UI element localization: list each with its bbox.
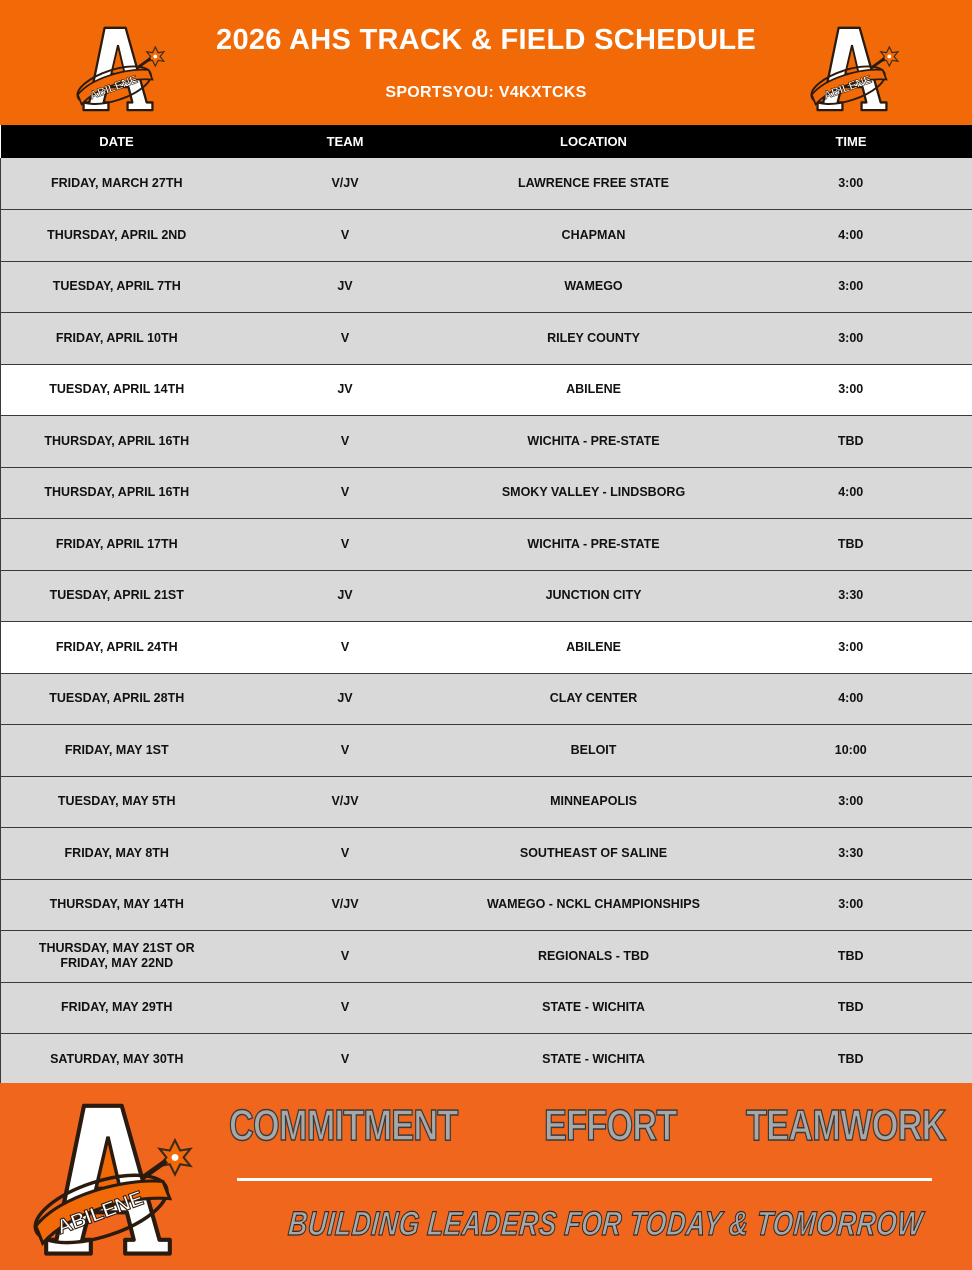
table-row [1,364,972,416]
cell-time: 3:00 [730,879,972,931]
cell-team: V [233,210,458,262]
cell-team: V [233,931,458,983]
cell-team: V [233,725,458,777]
cell-team: JV [233,673,458,725]
cell-location: JUNCTION CITY [458,570,730,622]
cell-location: STATE - WICHITA [458,982,730,1034]
cell-location: ABILENE [458,622,730,674]
cell-time: 4:00 [730,467,972,519]
cell-time: 3:00 [730,776,972,828]
cell-team: V/JV [233,776,458,828]
cell-location: WAMEGO - NCKL CHAMPIONSHIPS [458,879,730,931]
cell-time: 3:00 [730,364,972,416]
cell-date: THURSDAY, APRIL 16TH [1,467,233,519]
cell-date: TUESDAY, APRIL 21ST [1,570,233,622]
table-row [1,570,972,622]
cell-time: 3:30 [730,828,972,880]
sportsyou-code: SPORTSYOU: V4KXTCKS [385,84,587,101]
table-row [1,982,972,1034]
abilene-logo-right [804,24,900,112]
cell-location: WICHITA - PRE-STATE [458,416,730,468]
value-commitment: COMMITMENT [229,1101,458,1150]
table-row [1,725,972,777]
cell-location: CHAPMAN [458,210,730,262]
table-row [1,313,972,365]
footer-slogan: BUILDING LEADERS FOR TODAY & TOMORROW [286,1205,925,1243]
cell-team: V/JV [331,176,359,190]
cell-time: 3:30 [730,570,972,622]
cell-date: TUESDAY, MAY 5TH [1,776,233,828]
header-banner [0,0,972,125]
table-row [1,828,972,880]
cell-team: V [233,467,458,519]
cell-team: JV [233,364,458,416]
column-header-time: TIME [730,125,972,158]
cell-location: STATE - WICHITA [458,1034,730,1086]
abilene-logo-footer [18,1099,198,1257]
cell-team: JV [233,570,458,622]
cell-time: 3:00 [730,261,972,313]
cell-time: TBD [730,519,972,571]
table-row [1,158,972,210]
table-row [1,673,972,725]
schedule-body [1,158,972,1085]
cell-date: FRIDAY, APRIL 17TH [1,519,233,571]
cell-location: RILEY COUNTY [458,313,730,365]
cell-date: TUESDAY, APRIL 28TH [1,673,233,725]
table-row [1,519,972,571]
page-title: 2026 AHS TRACK & FIELD SCHEDULE [216,24,756,56]
cell-team: V [233,313,458,365]
table-header-row [1,125,972,158]
cell-location: MINNEAPOLIS [458,776,730,828]
cell-team: V/JV [233,879,458,931]
cell-date: SATURDAY, MAY 30TH [1,1034,233,1086]
cell-date: FRIDAY, APRIL 24TH [1,622,233,674]
cell-date: THURSDAY, APRIL 2ND [1,210,233,262]
cell-time: TBD [730,931,972,983]
cell-time: TBD [730,982,972,1034]
cell-team: V [233,1034,458,1086]
column-header-team: TEAM [233,125,458,158]
table-row [1,416,972,468]
cell-team: JV [233,261,458,313]
cell-location: SOUTHEAST OF SALINE [458,828,730,880]
cell-location: WICHITA - PRE-STATE [458,519,730,571]
column-header-location: LOCATION [458,125,730,158]
table-row [1,210,972,262]
cell-date: FRIDAY, APRIL 10TH [1,313,233,365]
cell-date: FRIDAY, MAY 29TH [1,982,233,1034]
cell-time: TBD [730,1034,972,1086]
table-row [1,261,972,313]
cell-time: TBD [730,416,972,468]
schedule-table [0,125,972,1085]
cell-time: 3:00 [730,622,972,674]
cell-date: TUESDAY, APRIL 7TH [1,261,233,313]
cell-location: LAWRENCE FREE STATE [518,176,669,190]
column-header-date: DATE [1,125,233,158]
cell-location: BELOIT [458,725,730,777]
table-row [1,622,972,674]
cell-location: WAMEGO [458,261,730,313]
cell-time: 10:00 [730,725,972,777]
cell-team: V [233,519,458,571]
cell-team: V [233,622,458,674]
table-row [1,879,972,931]
cell-time: 3:00 [730,313,972,365]
cell-date: THURSDAY, APRIL 16TH [1,416,233,468]
cell-date: THURSDAY, MAY 21ST OR FRIDAY, MAY 22ND [1,931,233,983]
cell-location: SMOKY VALLEY - LINDSBORG [458,467,730,519]
cell-team: V [233,416,458,468]
value-effort: EFFORT [544,1101,677,1150]
cell-location: REGIONALS - TBD [458,931,730,983]
cell-time: 4:00 [730,673,972,725]
footer-banner [0,1083,972,1270]
cell-time: 3:00 [730,158,972,210]
cell-location: ABILENE [458,364,730,416]
cell-date: FRIDAY, MAY 8TH [1,828,233,880]
cell-location: CLAY CENTER [458,673,730,725]
table-row [1,776,972,828]
cell-time: 4:00 [730,210,972,262]
table-row [1,1034,972,1086]
value-teamwork: TEAMWORK [746,1101,946,1150]
cell-date: FRIDAY, MAY 1ST [1,725,233,777]
cell-date: FRIDAY, MARCH 27TH [1,158,233,210]
cell-team: V [233,982,458,1034]
cell-date: TUESDAY, APRIL 14TH [1,364,233,416]
table-row [1,467,972,519]
table-row [1,931,972,983]
footer-divider [237,1178,932,1181]
cell-date: THURSDAY, MAY 14TH [1,879,233,931]
cell-team: V [233,828,458,880]
